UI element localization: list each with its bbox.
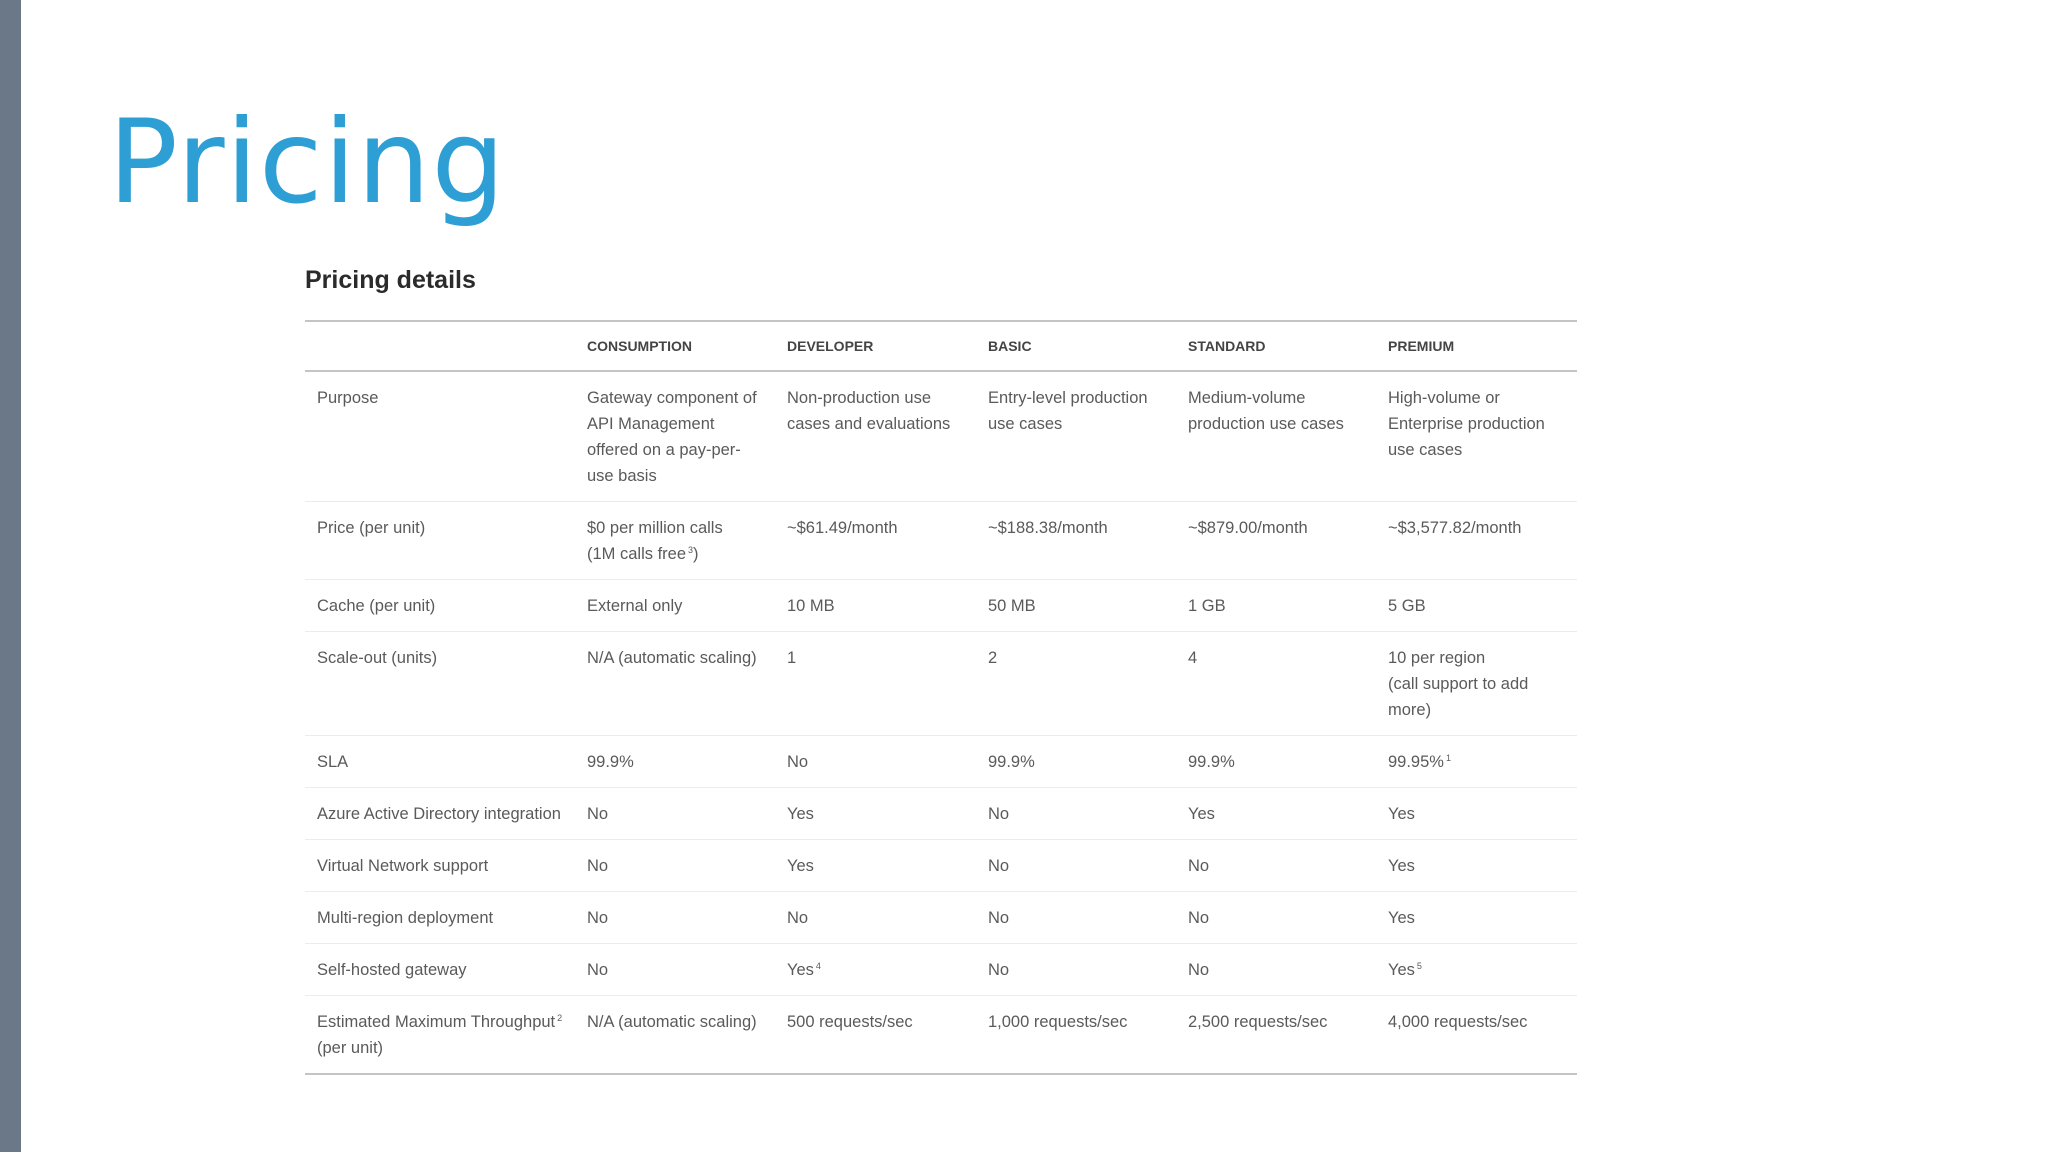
table-row [305,580,1577,632]
cell-developer [775,788,976,840]
cell-consumption [575,840,775,892]
cell-text: 4 [1188,649,1198,667]
cell-text: 1 [787,649,797,667]
cell-consumption [575,892,775,944]
cell-text: 10 per region [1388,649,1486,667]
cell-text: Gateway component of API Management offered on a pay-per-use basis [587,389,757,485]
table-row [305,892,1577,944]
cell-standard [1176,632,1376,736]
cell-text: 1,000 requests/sec [988,1013,1128,1031]
row-label [305,996,575,1075]
cell-developer [775,996,976,1075]
cell-text-line2: (1M calls free [587,545,687,563]
cell-text: No [988,857,1010,875]
cell-text: Yes [787,961,814,979]
cell-text: 99.9% [988,753,1035,771]
cell-developer [775,840,976,892]
cell-text: No [988,805,1010,823]
cell-developer [775,736,976,788]
row-label-text: Self-hosted gateway [317,961,467,979]
cell-text: N/A (automatic scaling) [587,649,757,667]
cell-text: No [787,909,809,927]
footnote-marker: 5 [1416,960,1422,971]
cell-text: Yes [787,857,814,875]
row-label-text: Price (per unit) [317,519,426,537]
cell-basic [976,580,1176,632]
table-row [305,502,1577,580]
row-label [305,788,575,840]
cell-developer [775,580,976,632]
cell-basic [976,996,1176,1075]
cell-text: $0 per million calls [587,519,723,537]
cell-text-suffix: ) [693,545,699,563]
cell-text: Yes [1188,805,1215,823]
cell-text: 50 MB [988,597,1036,615]
cell-premium [1376,632,1577,736]
cell-text: No [1188,909,1210,927]
footnote-marker: 3 [688,544,694,555]
header-basic: BASIC [988,338,1032,354]
cell-text: No [587,961,609,979]
cell-text: ~$188.38/month [988,519,1108,537]
cell-standard [1176,502,1376,580]
cell-standard [1176,736,1376,788]
row-label-text: SLA [317,753,349,771]
row-label-text: Estimated Maximum Throughput [317,1013,556,1031]
table-row [305,632,1577,736]
cell-basic [976,840,1176,892]
header-consumption: CONSUMPTION [587,338,692,354]
cell-text: No [587,805,609,823]
cell-text: 2 [988,649,998,667]
header-premium: PREMIUM [1388,338,1455,354]
cell-developer [775,944,976,996]
cell-premium [1376,996,1577,1075]
cell-basic [976,892,1176,944]
cell-consumption [575,944,775,996]
cell-premium [1376,840,1577,892]
row-label-text: Cache (per unit) [317,597,436,615]
row-label [305,371,575,502]
cell-text: 99.9% [587,753,634,771]
cell-text: No [587,909,609,927]
cell-standard [1176,371,1376,502]
cell-text: No [587,857,609,875]
cell-premium [1376,580,1577,632]
row-label [305,736,575,788]
row-label-text: Purpose [317,389,379,407]
cell-text: ~$3,577.82/month [1388,519,1522,537]
table-row [305,736,1577,788]
cell-developer [775,371,976,502]
footnote-marker: 1 [1445,752,1451,763]
table-body [305,371,1577,1074]
cell-text: Yes [1388,961,1415,979]
cell-text: 2,500 requests/sec [1188,1013,1328,1031]
cell-premium [1376,371,1577,502]
pricing-table-container [305,320,1577,1075]
pricing-table [305,320,1577,1075]
cell-text: No [1188,857,1210,875]
cell-premium [1376,892,1577,944]
cell-text: ~$879.00/month [1188,519,1308,537]
cell-basic [976,944,1176,996]
cell-premium [1376,502,1577,580]
cell-text: No [787,753,809,771]
cell-text: 99.95% [1388,753,1444,771]
cell-text: No [988,909,1010,927]
footnote-marker: 4 [815,960,821,971]
cell-text: 99.9% [1188,753,1235,771]
cell-consumption [575,632,775,736]
cell-standard [1176,840,1376,892]
cell-text: Yes [1388,805,1415,823]
cell-text: Yes [1388,909,1415,927]
cell-consumption [575,502,775,580]
cell-text: External only [587,597,683,615]
table-row [305,371,1577,502]
left-accent-bar [0,0,21,1152]
cell-premium [1376,736,1577,788]
cell-basic [976,502,1176,580]
table-row [305,944,1577,996]
cell-basic [976,736,1176,788]
cell-text: 5 GB [1388,597,1426,615]
cell-text: Non-production use cases and evaluations [787,389,951,433]
cell-text: 10 MB [787,597,835,615]
cell-text: Medium-volume production use cases [1188,389,1344,433]
row-label [305,944,575,996]
table-header-row [305,321,1577,371]
row-label-text: Multi-region deployment [317,909,494,927]
table-row [305,996,1577,1075]
cell-premium [1376,944,1577,996]
cell-standard [1176,944,1376,996]
cell-text: 1 GB [1188,597,1226,615]
row-label [305,892,575,944]
row-label [305,502,575,580]
row-label-text: Azure Active Directory integration [317,805,561,823]
row-label-subtext: (per unit) [317,1039,384,1057]
cell-text: No [1188,961,1210,979]
cell-standard [1176,996,1376,1075]
cell-developer [775,632,976,736]
row-label-text: Scale-out (units) [317,649,438,667]
cell-consumption [575,580,775,632]
cell-basic [976,371,1176,502]
cell-text: No [988,961,1010,979]
cell-text: N/A (automatic scaling) [587,1013,757,1031]
cell-consumption [575,371,775,502]
row-label-text: Virtual Network support [317,857,489,875]
cell-text: Yes [787,805,814,823]
row-label [305,840,575,892]
header-blank [305,321,575,371]
header-developer: DEVELOPER [787,338,874,354]
row-label [305,632,575,736]
header-standard: STANDARD [1188,338,1266,354]
cell-consumption [575,996,775,1075]
cell-premium [1376,788,1577,840]
cell-basic [976,632,1176,736]
pricing-details-heading: Pricing details [305,266,476,294]
table-row [305,788,1577,840]
cell-text: Yes [1388,857,1415,875]
cell-consumption [575,788,775,840]
cell-text-line2: (call support to add more) [1388,675,1529,719]
cell-text: 4,000 requests/sec [1388,1013,1528,1031]
cell-basic [976,788,1176,840]
row-label [305,580,575,632]
cell-text: Entry-level production use cases [988,389,1148,433]
cell-text: ~$61.49/month [787,519,898,537]
cell-standard [1176,580,1376,632]
cell-consumption [575,736,775,788]
footnote-marker: 2 [557,1012,563,1023]
cell-text: 500 requests/sec [787,1013,913,1031]
cell-text: High-volume or Enterprise production use cases [1388,389,1545,459]
table-row [305,840,1577,892]
cell-standard [1176,892,1376,944]
slide-title: Pricing [108,95,506,230]
cell-developer [775,892,976,944]
cell-standard [1176,788,1376,840]
cell-developer [775,502,976,580]
